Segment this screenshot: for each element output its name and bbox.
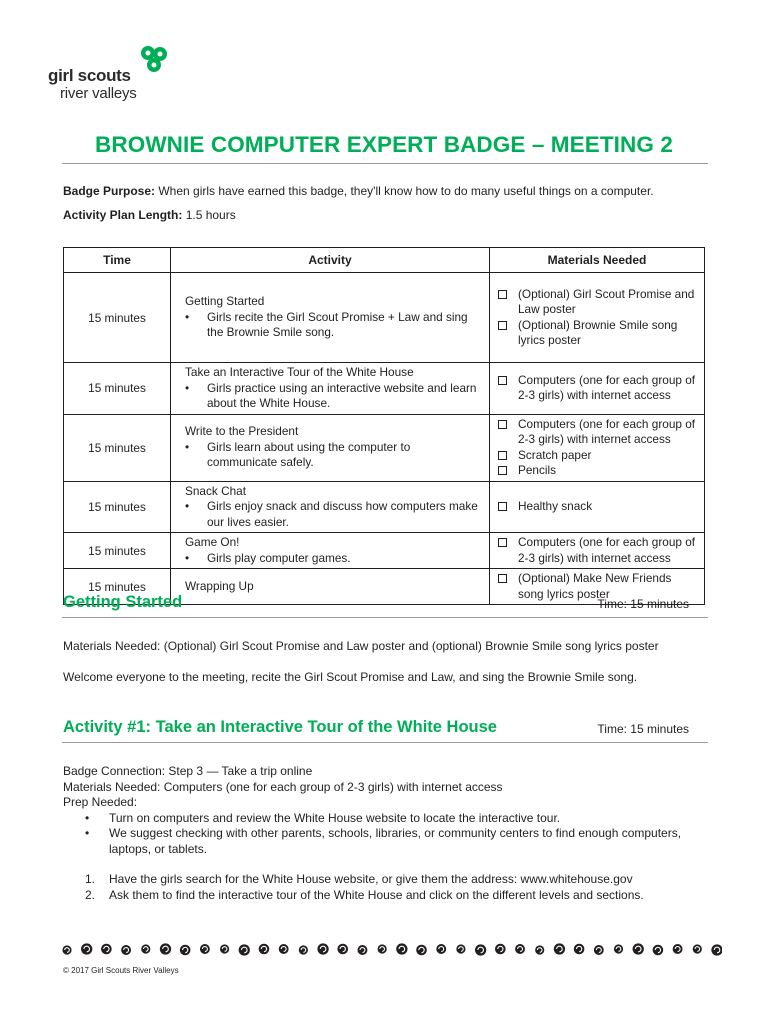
- list-item: [85, 872, 644, 888]
- table-row: [64, 533, 705, 569]
- badge-purpose-label: Badge Purpose:: [63, 184, 156, 198]
- section-title-getting-started: Getting Started: [63, 593, 183, 611]
- row-activity: [171, 273, 490, 363]
- bullet-marker: •: [185, 309, 190, 324]
- table-header-row: [64, 248, 705, 273]
- swirl-mark: [81, 943, 92, 954]
- header-activity: Activity: [171, 248, 490, 273]
- material-item: (Optional) Brownie Smile song lyrics poster: [518, 317, 678, 347]
- badge-connection: Badge Connection: Step 3 — Take a trip online: [63, 764, 313, 778]
- row-materials: [490, 273, 705, 363]
- row-time: 15 minutes: [64, 273, 171, 363]
- bullet-marker: •: [185, 380, 190, 395]
- activity-title: Write to the President: [185, 424, 299, 439]
- swirl-mark: [239, 944, 250, 955]
- swirl-mark: [62, 945, 71, 954]
- swirl-mark: [456, 944, 465, 953]
- activity-title: Getting Started: [185, 294, 265, 309]
- activity-bullet: Girls play computer games.: [207, 550, 351, 565]
- swirl-mark: [633, 943, 644, 954]
- title-divider: [62, 163, 708, 164]
- swirl-mark: [317, 943, 328, 954]
- checkbox-icon: [498, 290, 507, 299]
- swirl-mark: [711, 944, 722, 955]
- swirl-mark: [436, 944, 446, 954]
- swirl-mark: [396, 943, 407, 954]
- row-materials: [490, 533, 705, 569]
- material-item: Pencils: [518, 463, 557, 477]
- swirl-mark: [653, 945, 664, 956]
- getting-started-welcome: Welcome everyone to the meeting, recite the Girl Scout Promise and Law, and sing the Brownie Smile song.: [63, 670, 638, 684]
- row-materials: [490, 414, 705, 481]
- activity-bullet: Girls enjoy snack and discuss how computers make our lives easier.: [207, 499, 478, 529]
- row-activity: [171, 569, 490, 605]
- copyright-notice: © 2017 Girl Scouts River Valleys: [63, 966, 179, 975]
- swirl-border: [62, 940, 722, 958]
- prep-item-continued: laptops, or tablets.: [109, 841, 208, 856]
- badge-purpose: [63, 184, 654, 198]
- bullet-marker: •: [85, 810, 90, 825]
- section-time-getting-started: Time: 15 minutes: [597, 597, 689, 611]
- step-marker: 2.: [85, 887, 96, 902]
- activity-bullet: Girls learn about using the computer to communicate safely.: [207, 439, 411, 470]
- table-row: [64, 363, 705, 415]
- row-time: 15 minutes: [64, 569, 171, 605]
- row-time: 15 minutes: [64, 363, 171, 415]
- material-item: (Optional) Make New Friends song lyrics poster: [518, 571, 672, 601]
- swirl-mark: [378, 944, 387, 953]
- swirl-mark: [299, 945, 308, 954]
- activity-plan-table: [63, 247, 705, 605]
- activity-1-materials: Materials Needed: Computers (one for each group of 2-3 girls) with internet access: [63, 779, 503, 794]
- material-item: Computers (one for each group of 2-3 girls) with internet access: [518, 416, 696, 446]
- header-materials: Materials Needed: [490, 248, 705, 273]
- checkbox-icon: [498, 502, 507, 511]
- checkbox-icon: [498, 538, 507, 547]
- bullet-marker: •: [185, 439, 190, 454]
- swirl-mark: [416, 945, 427, 956]
- activity-title: Wrapping Up: [185, 578, 254, 593]
- swirl-mark: [279, 944, 289, 954]
- swirl-mark: [200, 944, 210, 954]
- swirl-mark: [337, 944, 348, 955]
- header-time: Time: [64, 248, 171, 273]
- row-activity: [171, 481, 490, 533]
- prep-item: Turn on computers and review the White House website to locate the interactive tour.: [109, 810, 561, 825]
- row-time: 15 minutes: [64, 533, 171, 569]
- trefoil-icon: [134, 44, 170, 80]
- row-activity: [171, 533, 490, 569]
- swirl-mark: [141, 944, 150, 953]
- brand-logo: [48, 44, 168, 106]
- swirl-mark: [180, 945, 191, 956]
- table-row: [64, 414, 705, 481]
- table-row: [64, 481, 705, 533]
- swirl-mark: [160, 943, 171, 954]
- prep-needed-label: Prep Needed:: [63, 795, 138, 809]
- section-title-activity-1: Activity #1: Take an Interactive Tour of the White House: [63, 718, 497, 736]
- activity-plan-length: [63, 208, 236, 222]
- swirl-mark: [121, 945, 131, 955]
- table-row: [64, 273, 705, 363]
- logo-text-girl-scouts: girl scouts: [48, 66, 131, 85]
- activity-title: Take an Interactive Tour of the White House: [185, 365, 414, 379]
- material-item: Computers (one for each group of 2-3 girls) with internet access: [518, 535, 696, 565]
- swirl-mark: [475, 944, 486, 955]
- swirl-mark: [220, 944, 229, 953]
- swirl-mark: [554, 943, 565, 954]
- prep-item: We suggest checking with other parents, schools, libraries, or community centers to find enough computers,: [109, 826, 682, 840]
- swirl-mark: [693, 944, 702, 953]
- activity-title: Game On!: [185, 535, 240, 549]
- checkbox-icon: [498, 466, 507, 475]
- logo-text-river-valleys: river valleys: [60, 85, 137, 102]
- activity-1-steps: [85, 872, 644, 903]
- swirl-mark: [574, 944, 585, 955]
- badge-purpose-text: When girls have earned this badge, they'll know how to do many useful things on a computer.: [158, 184, 654, 198]
- bullet-marker: •: [185, 499, 190, 513]
- getting-started-materials: Materials Needed: (Optional) Girl Scout Promise and Law poster and (optional) Brownie Smile song lyrics poster: [63, 639, 659, 653]
- material-item: (Optional) Girl Scout Promise and Law poster: [518, 286, 695, 316]
- plan-length-label: Activity Plan Length:: [63, 208, 183, 222]
- material-item: Scratch paper: [518, 447, 592, 462]
- checkbox-icon: [498, 574, 507, 583]
- checkbox-icon: [498, 451, 507, 460]
- step-marker: 1.: [85, 872, 96, 886]
- activity-bullet: Girls practice using an interactive website and learn about the White House.: [207, 380, 477, 410]
- row-materials: [490, 481, 705, 533]
- swirl-mark: [614, 944, 623, 953]
- activity-title: Snack Chat: [185, 483, 246, 498]
- swirl-mark: [535, 945, 544, 954]
- checkbox-icon: [498, 321, 507, 330]
- row-materials: [490, 363, 705, 415]
- list-item: [85, 888, 644, 904]
- activity-bullet: Girls recite the Girl Scout Promise + Law and sing the Brownie Smile song.: [207, 309, 468, 340]
- section-time-activity-1: Time: 15 minutes: [597, 722, 689, 736]
- step-text: Have the girls search for the White House website, or give them the address: www.whitehouse.gov: [109, 872, 633, 886]
- row-activity: [171, 363, 490, 415]
- row-activity: [171, 414, 490, 481]
- swirl-mark: [673, 944, 683, 954]
- row-time: 15 minutes: [64, 414, 171, 481]
- plan-length-text: 1.5 hours: [185, 208, 236, 222]
- material-item: Healthy snack: [518, 499, 593, 513]
- swirl-mark: [515, 944, 525, 954]
- swirl-mark: [101, 944, 112, 955]
- checkbox-icon: [498, 420, 507, 429]
- swirl-mark: [358, 945, 368, 955]
- page-title: BROWNIE COMPUTER EXPERT BADGE – MEETING 2: [95, 132, 673, 157]
- section-divider: [62, 742, 708, 743]
- step-text: Ask them to find the interactive tour of the White House and click on the different levels and sections.: [109, 887, 644, 902]
- bullet-marker: •: [85, 826, 90, 840]
- swirl-mark: [259, 944, 270, 955]
- material-item: Computers (one for each group of 2-3 girls) with internet access: [518, 372, 696, 403]
- swirl-mark: [495, 944, 506, 955]
- bullet-marker: •: [185, 550, 190, 565]
- row-time: 15 minutes: [64, 481, 171, 533]
- checkbox-icon: [498, 376, 507, 385]
- section-divider: [62, 617, 708, 618]
- swirl-mark: [594, 945, 604, 955]
- activity-1-details: [63, 764, 681, 857]
